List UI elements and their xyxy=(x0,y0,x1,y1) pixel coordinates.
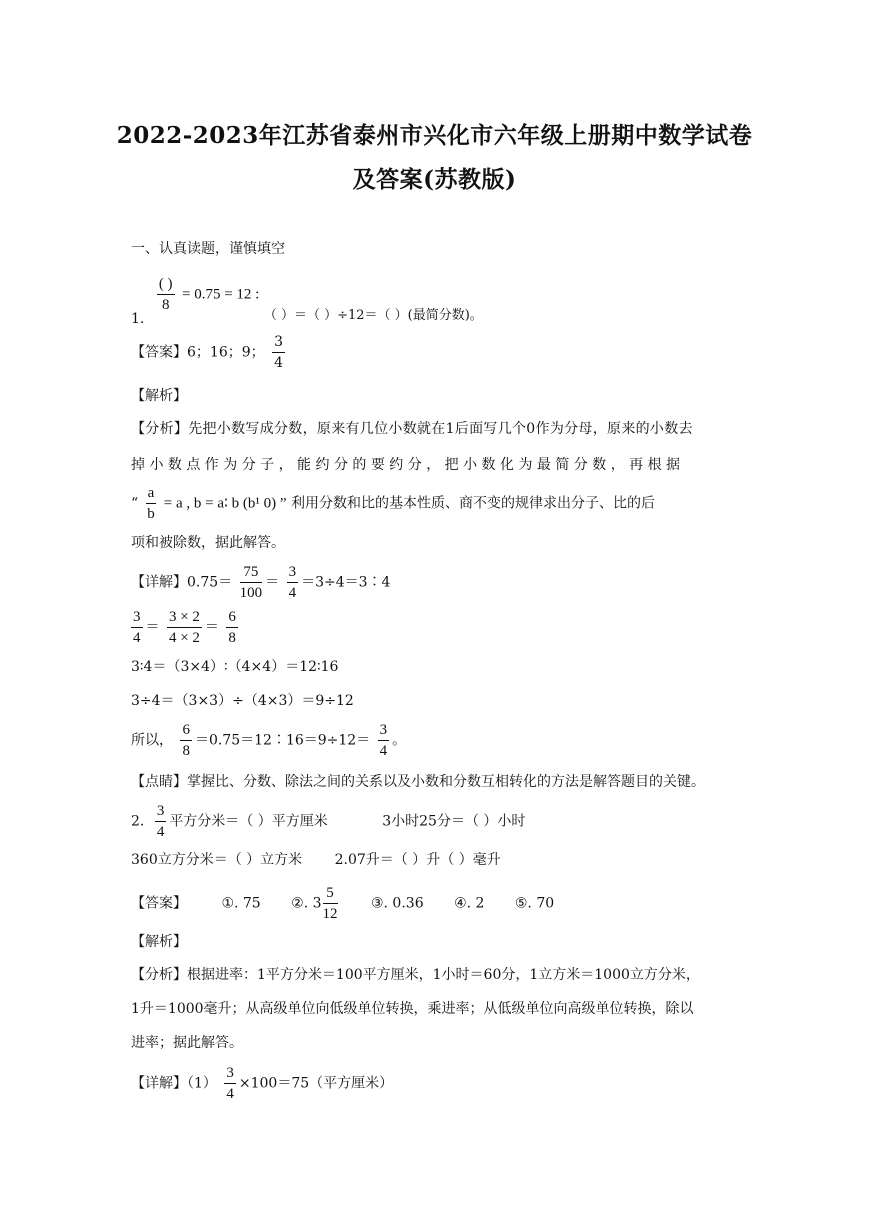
q1-fenxi-1 xyxy=(131,419,693,439)
q2-fraction xyxy=(155,801,167,842)
fraction-numerator: 3 xyxy=(155,801,167,822)
detail-text: 所以， xyxy=(131,732,173,749)
detail-text: ＝3÷4＝3∶4 xyxy=(301,574,391,591)
fraction-denominator: 4 xyxy=(226,1086,234,1102)
fraction-denominator: 4 xyxy=(133,630,141,646)
q1-after-fraction: = 0.75 = 12 : xyxy=(182,286,260,303)
q2-analysis-label: 【解析】 xyxy=(131,934,187,950)
fraction-numerator: 3 × 2 xyxy=(167,607,202,628)
detail-text: （1） xyxy=(187,1075,217,1092)
q2-blank-1: 平方分米＝（ ）平方厘米 xyxy=(169,813,328,830)
fenxi-text: 根据进率：1平方分米＝100平方厘米，1小时＝60分，1立方米＝1000立方分米， xyxy=(187,967,700,983)
q2-answer-2-fraction xyxy=(323,883,338,924)
fraction-numerator: 3 xyxy=(287,562,299,583)
fenxi-text: 先把小数写成分数，原来有几位小数就在1后面写几个0作为分母，原来的小数去 xyxy=(188,421,693,437)
q1-fenxi-2: 掉 小 数 点 作 为 分 子 ， 能 约 分 的 要 约 分 ， 把 小 数 化 为 最 简 分 数 ， 再 根 据 xyxy=(131,457,681,473)
document-title-line1: 2022-2023年江苏省泰州市兴化市六年级上册期中数学试卷 xyxy=(116,122,753,149)
q2-answer xyxy=(131,883,554,924)
q1-fenxi-4: 项和被除数，据此解答。 xyxy=(131,535,285,551)
fraction-75-100 xyxy=(240,562,263,603)
fraction-numerator: 3 xyxy=(378,720,390,741)
fraction-numerator: 75 xyxy=(240,562,263,583)
q2-detail-1 xyxy=(131,1063,393,1104)
q2-line-2 xyxy=(131,850,501,870)
q2-fenxi-1 xyxy=(131,965,700,985)
q1-number: 1. xyxy=(131,310,145,327)
document-title-line2: 及答案(苏教版) xyxy=(352,166,517,193)
fraction-numerator: 3 xyxy=(131,607,143,628)
q1-detail-1 xyxy=(131,562,390,603)
analysis-label: 【解析】 xyxy=(131,388,187,404)
q1-detail-2 xyxy=(131,607,241,648)
fraction-denominator: 100 xyxy=(239,585,263,601)
fraction-numerator: 6 xyxy=(226,607,238,628)
q1-fraction-denominator: 8 xyxy=(161,297,170,313)
q2-answer-2: ②. 3 xyxy=(291,895,322,912)
q2-answer-3: ③. 0.36 xyxy=(370,895,424,912)
detail-label: 【详解】 xyxy=(131,1075,187,1092)
section-heading: 一、认真读题，谨慎填空 xyxy=(131,241,285,257)
answer-label: 【答案】 xyxy=(131,895,187,912)
dianjing-label: 【点睛】 xyxy=(131,774,187,790)
fraction-denominator: b xyxy=(147,506,155,522)
q1-detail-3: 3∶4＝（3×4）∶（4×4）＝12∶16 xyxy=(131,659,339,675)
q1-fenxi-3 xyxy=(131,483,655,524)
q1-detail-4: 3÷4＝（3×3）÷（4×3）＝9÷12 xyxy=(131,693,354,709)
q2-answer-5: ⑤. 70 xyxy=(514,895,555,912)
fraction-denominator: 4 xyxy=(379,743,388,759)
q1-blanks: （ ）＝（ ）÷12＝（ ）(最简分数)。 xyxy=(263,307,483,323)
detail-text: ×100＝75（平方厘米） xyxy=(238,1075,394,1092)
fraction-numerator: 6 xyxy=(180,720,192,741)
fraction-denominator: 4 × 2 xyxy=(168,630,200,646)
q2-line-1 xyxy=(131,801,525,842)
q1-fraction-numerator: ( ) xyxy=(157,274,175,295)
fraction-denominator: 12 xyxy=(322,906,338,922)
fraction-denominator: 4 xyxy=(156,824,165,840)
q1-answer xyxy=(131,332,288,373)
fraction-3-4 xyxy=(224,1063,236,1104)
q1-line xyxy=(131,274,483,327)
answer-label: 【答案】 xyxy=(131,344,187,361)
formula-text: = a , b = a∶ b (b¹ 0) ” xyxy=(163,495,287,512)
fenxi-label: 【分析】 xyxy=(131,967,187,983)
fraction-3-4 xyxy=(131,607,143,648)
fraction-6-8 xyxy=(226,607,238,648)
fraction-numerator: 3 xyxy=(272,332,285,353)
fraction-3-4 xyxy=(287,562,299,603)
fraction-denominator: 4 xyxy=(288,585,297,601)
a-over-b-fraction xyxy=(146,483,157,524)
detail-text: 0.75＝ xyxy=(187,574,233,591)
equals: ＝ xyxy=(204,619,219,636)
fraction-numerator: a xyxy=(146,483,157,504)
equals: ＝ xyxy=(265,574,280,591)
q1-detail-5 xyxy=(131,720,406,761)
fraction-denominator: 4 xyxy=(274,355,284,371)
q1-fraction xyxy=(157,274,175,315)
fraction-numerator: 3 xyxy=(224,1063,236,1084)
dianjing-text: 掌握比、分数、除法之间的关系以及小数和分数互相转化的方法是解答题目的关键。 xyxy=(187,774,705,790)
fenxi-text: 利用分数和比的基本性质、商不变的规律求出分子、比的后 xyxy=(291,495,655,512)
q2-blank-2: 3小时25分＝（ ）小时 xyxy=(382,813,526,830)
detail-label: 【详解】 xyxy=(131,574,187,591)
q2-fenxi-3: 进率；据此解答。 xyxy=(131,1035,243,1051)
fraction-6-8 xyxy=(180,720,192,761)
q1-answer-fraction xyxy=(272,332,285,373)
fraction-numerator: 5 xyxy=(323,883,338,904)
fraction-denominator: 8 xyxy=(182,743,190,759)
detail-text: ＝0.75＝12∶16＝9÷12＝ xyxy=(194,732,371,749)
q2-blank-3: 360立方分米＝（ ）立方米 xyxy=(131,852,303,868)
fraction-3x2-4x2 xyxy=(167,607,202,648)
q2-blank-4: 2.07升＝（ ）升（ ）毫升 xyxy=(334,852,501,868)
q2-fenxi-2: 1升＝1000毫升；从高级单位向低级单位转换，乘进率；从低级单位向高级单位转换，除以 xyxy=(131,1001,694,1017)
fenxi-label: 【分析】 xyxy=(131,421,189,437)
period: 。 xyxy=(392,732,407,749)
fraction-denominator: 8 xyxy=(228,630,236,646)
q2-answer-4: ④. 2 xyxy=(454,895,485,912)
q1-answer-text: 6；16；9； xyxy=(187,344,265,361)
q1-dianjing xyxy=(131,772,705,792)
equals: ＝ xyxy=(145,619,160,636)
fraction-3-4 xyxy=(378,720,390,761)
q2-answer-1: ①. 75 xyxy=(221,895,261,912)
q2-number: 2. xyxy=(131,813,145,830)
quote-open: “ xyxy=(131,495,139,512)
